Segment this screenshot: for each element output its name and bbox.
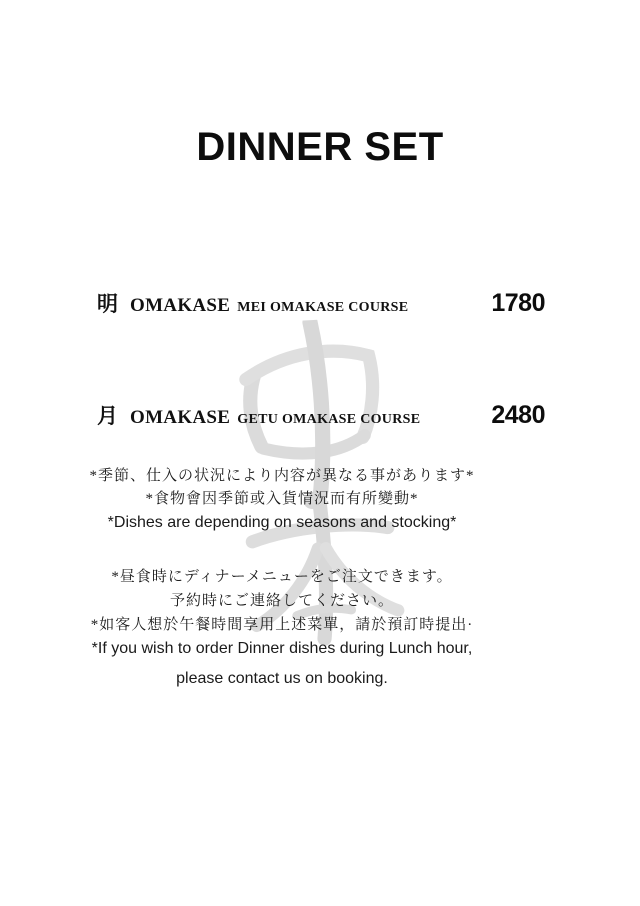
menu-item-mei-omakase (97, 288, 545, 318)
note-lunch-en-2: please contact us on booking. (176, 670, 388, 687)
menu-item-getu-omakase (97, 400, 545, 430)
course-kanji: 月 (97, 404, 118, 428)
course-name: OMAKASE (130, 295, 231, 316)
note-seasonal-zh: *食物會因季節或入貨情況而有所變動* (145, 491, 419, 507)
course-price: 1780 (491, 289, 545, 317)
note-lunch-jp-1: *昼食時にディナーメニューをご注文できます。 (111, 569, 453, 585)
notes-seasonal (80, 465, 484, 535)
note-lunch-zh: *如客人想於午餐時間享用上述菜單，請於預訂時提出· (90, 617, 474, 633)
note-seasonal-jp: *季節、仕入の状況により内容が異なる事があります* (89, 468, 475, 484)
course-price: 2480 (491, 401, 545, 429)
course-subname: GETU OMAKASE COURSE (237, 412, 421, 427)
note-lunch-jp-2: 予約時にご連絡してください。 (169, 593, 394, 609)
course-kanji: 明 (97, 292, 118, 316)
course-subname: MEI OMAKASE COURSE (237, 300, 409, 315)
note-seasonal-en: *Dishes are depending on seasons and stocking* (107, 514, 457, 531)
course-name: OMAKASE (130, 407, 231, 428)
note-lunch-en-1: *If you wish to order Dinner dishes during Lunch hour, (91, 640, 473, 657)
notes-lunch (80, 565, 484, 691)
page-title: DINNER SET (196, 125, 444, 169)
